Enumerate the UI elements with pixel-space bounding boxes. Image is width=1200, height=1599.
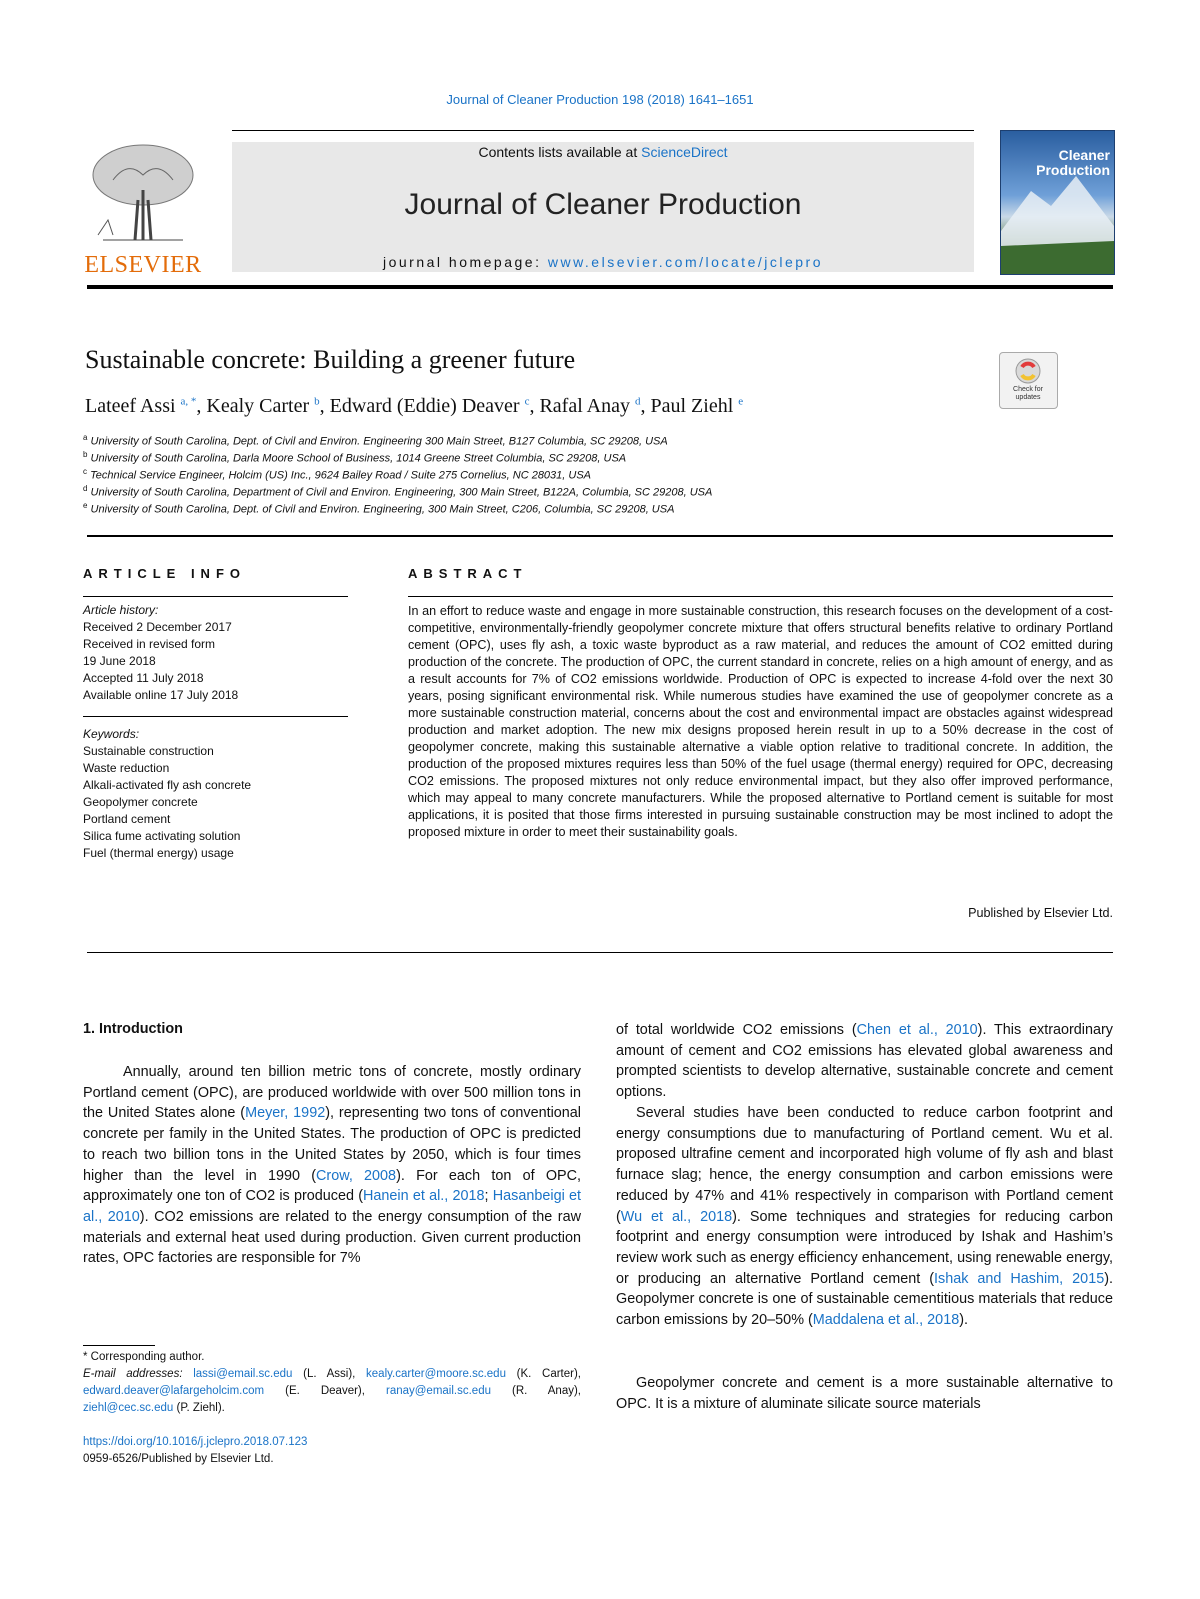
homepage-prefix: journal homepage: bbox=[382, 254, 548, 270]
doi-url[interactable]: https://doi.org/10.1016/j.jclepro.2018.07.123 bbox=[83, 1436, 308, 1448]
email-owner: (P. Ziehl). bbox=[173, 1402, 225, 1414]
text-run: ). For each ton of OPC, approximately one ton of CO2 is produced ( bbox=[83, 1167, 582, 1205]
affiliation-mark: a bbox=[83, 433, 88, 442]
affiliation bbox=[83, 433, 668, 448]
info-rule bbox=[83, 716, 348, 717]
check-updates-label: Check for updates bbox=[1013, 386, 1043, 401]
affiliation bbox=[83, 467, 591, 482]
text-run: ). bbox=[959, 1312, 968, 1329]
affiliation-text: University of South Carolina, Darla Moore School of Business, 1014 Greene Street Columbia, SC 29208, USA bbox=[90, 452, 627, 465]
journal-citation[interactable]: Journal of Cleaner Production 198 (2018) 1641–1651 bbox=[446, 92, 754, 107]
author-name: Rafal Anay bbox=[539, 395, 630, 417]
affiliation-text: University of South Carolina, Department of Civil and Environ. Engineering, 300 Main Street, B122A, Columbia, SC 29208, USA bbox=[90, 486, 713, 499]
keywords-label: Keywords: bbox=[83, 727, 140, 741]
affiliation-mark: b bbox=[83, 450, 88, 459]
affiliation-mark: d bbox=[83, 484, 88, 493]
corresponding-author-note: * Corresponding author. bbox=[83, 1351, 205, 1363]
citation-link[interactable]: Meyer, 1992 bbox=[245, 1105, 326, 1122]
history-item: 19 June 2018 bbox=[83, 654, 156, 668]
abstract-heading: ABSTRACT bbox=[408, 566, 528, 581]
issn-line: 0959-6526/Published by Elsevier Ltd. bbox=[83, 1453, 274, 1465]
keyword: Fuel (thermal energy) usage bbox=[83, 846, 234, 860]
text-run: ). This extraordinary amount of cement and CO2 emissions has elevated global awareness and prompted scientists to develop alternative, sustainable concrete and cement options. bbox=[616, 1022, 1113, 1101]
email-link[interactable]: lassi@email.sc.edu bbox=[193, 1368, 293, 1380]
affiliation-text: University of South Carolina, Dept. of Civil and Environ. Engineering 300 Main Street, B127 Columbia, SC 29208, USA bbox=[90, 435, 668, 448]
email-owner: (L. Assi), bbox=[292, 1368, 367, 1380]
email-owner: (K. Carter), bbox=[505, 1368, 581, 1380]
author-affiliation-mark[interactable]: e bbox=[738, 395, 744, 408]
article-info-heading: ARTICLE INFO bbox=[83, 566, 246, 581]
email-addresses bbox=[83, 1366, 581, 1417]
keyword: Sustainable construction bbox=[83, 744, 214, 758]
elsevier-wordmark: ELSEVIER bbox=[84, 252, 202, 278]
text-run: ). CO2 emissions are related to the energy consumption of the raw materials and external heat used during production. Given current production rates, OPC factories are responsible for 7% bbox=[83, 1208, 581, 1267]
affiliation bbox=[83, 450, 626, 465]
keyword: Silica fume activating solution bbox=[83, 829, 241, 843]
citation-link[interactable]: Hanein et al., 2018 bbox=[363, 1188, 485, 1205]
keyword: Waste reduction bbox=[83, 761, 170, 775]
affiliation bbox=[83, 484, 712, 499]
text-run: Geopolymer concrete and cement is a more sustainable alternative to OPC. It is a mixture of aluminate silicate source materials bbox=[616, 1375, 1113, 1412]
sciencedirect-link[interactable]: ScienceDirect bbox=[641, 144, 728, 160]
email-link[interactable]: edward.deaver@lafargeholcim.com bbox=[83, 1385, 265, 1397]
doi-link[interactable] bbox=[83, 1436, 307, 1448]
text-run: ). Geopolymer concrete is one of sustainable cementitious materials that reduce carbon emissions by 20–50% ( bbox=[616, 1270, 1113, 1329]
keyword: Alkali-activated fly ash concrete bbox=[83, 778, 252, 792]
section-rule bbox=[87, 535, 1113, 537]
citation-link[interactable]: Hasanbeigi et al., 2010 bbox=[83, 1188, 582, 1225]
citation-link[interactable]: Wu et al., 2018 bbox=[620, 1208, 733, 1225]
history-item: Accepted 11 July 2018 bbox=[83, 671, 204, 685]
footnote-rule bbox=[83, 1345, 155, 1346]
author-name: Edward (Eddie) Deaver bbox=[329, 395, 520, 417]
homepage-line bbox=[232, 254, 974, 270]
history-item: Received in revised form bbox=[83, 637, 216, 651]
abstract-rule bbox=[408, 596, 1113, 597]
keyword: Portland cement bbox=[83, 812, 171, 826]
contents-prefix: Contents lists available at bbox=[478, 144, 642, 160]
affiliation bbox=[83, 501, 674, 516]
body-paragraph bbox=[616, 1103, 1113, 1331]
email-label: E-mail addresses: bbox=[83, 1368, 194, 1380]
email-owner: (R. Anay), bbox=[490, 1385, 581, 1397]
author-affiliation-mark[interactable]: a, * bbox=[180, 395, 197, 408]
body-paragraph bbox=[616, 1373, 1113, 1414]
cover-title: Cleaner Production bbox=[1036, 147, 1110, 178]
body-paragraph bbox=[616, 1020, 1113, 1103]
author-name: Lateef Assi bbox=[85, 395, 176, 417]
email-owner: (E. Deaver), bbox=[264, 1385, 386, 1397]
history-item: Available online 17 July 2018 bbox=[83, 688, 239, 702]
affiliation-text: Technical Service Engineer, Holcim (US) Inc., 9624 Bailey Road / Suite 275 Cornelius, NC 28031, USA bbox=[90, 469, 592, 482]
author-name: Paul Ziehl bbox=[650, 395, 734, 417]
affiliation-mark: c bbox=[83, 467, 87, 476]
check-updates-icon bbox=[1000, 353, 1057, 387]
text-run: ). Some techniques and strategies for reducing carbon footprint and energy consumption were introduced by Ishak and Hashim’s review work such as energy efficiency enhancement, using renewable energy, or producing an alternative Portland cement ( bbox=[616, 1208, 1113, 1287]
author-list: Lateef Assi $^{a, *}$, Kealy Carter $^b$, Edward (Eddie) Deaver $^c$, Rafal Anay $^d$, Paul Ziehl $^e$ bbox=[85, 395, 744, 417]
email-link[interactable]: ziehl@cec.sc.edu bbox=[83, 1402, 174, 1414]
text-run: Several studies have been conducted to reduce carbon footprint and energy consumptions due to manufacturing of Portland cement. Wu et al. proposed ultrafine cement and incorporated high volume of fly ash and blast furnace slag; hence, the energy consumption and carbon emissions were reduced by 47% and 41% respectively in comparison with Portland cement ( bbox=[616, 1105, 1113, 1225]
author-affiliation-mark[interactable]: d bbox=[634, 395, 641, 408]
citation-link[interactable]: Crow, 2008 bbox=[316, 1167, 397, 1184]
text-run: ), representing two tons of conventional concrete per family in the United States. The production of OPC is predicted to reach two billion tons in the United States by 2050, which is four times higher than the level in 1990 ( bbox=[83, 1105, 581, 1184]
author-name: Kealy Carter bbox=[206, 395, 310, 417]
journal-title: Journal of Cleaner Production bbox=[404, 188, 802, 221]
text-run: ; bbox=[484, 1188, 493, 1205]
article-history bbox=[83, 602, 238, 704]
citation-link[interactable]: Ishak and Hashim, 2015 bbox=[934, 1270, 1105, 1287]
abstract-publisher-note: Published by Elsevier Ltd. bbox=[968, 906, 1113, 920]
keyword: Geopolymer concrete bbox=[83, 795, 198, 809]
citation-link[interactable]: Maddalena et al., 2018 bbox=[812, 1312, 960, 1329]
paper-title: Sustainable concrete: Building a greener future bbox=[85, 345, 576, 374]
email-link[interactable]: ranay@email.sc.edu bbox=[385, 1385, 491, 1397]
history-item: Received 2 December 2017 bbox=[83, 620, 232, 634]
keywords-list bbox=[83, 726, 251, 862]
author-affiliation-mark[interactable]: b bbox=[314, 395, 320, 408]
contents-line bbox=[232, 144, 974, 160]
author-affiliation-mark[interactable]: c bbox=[524, 395, 530, 408]
section-rule bbox=[87, 952, 1113, 953]
email-link[interactable]: kealy.carter@moore.sc.edu bbox=[366, 1368, 506, 1380]
body-paragraph bbox=[83, 1062, 581, 1269]
citation-link[interactable]: Chen et al., 2010 bbox=[856, 1022, 978, 1038]
affiliation-text: University of South Carolina, Dept. of Civil and Environ. Engineering, 300 Main Street, C206, Columbia, SC 29208, USA bbox=[90, 503, 675, 516]
abstract-text: In an effort to reduce waste and engage in more sustainable construction, this research focuses on the development of a cost-competitive, environmentally-friendly geopolymer concrete mixture that offers structural benefits relative to ordinary Portland cement (OPC), uses fly ash, a toxic waste byproduct as a raw material, and reduces the amount of CO2 emitted during production of the concrete. The production of OPC, the current standard in concrete, relies on a high amount of energy, and as a result accounts for 7% of CO2 emissions worldwide. Production of OPC is expected to increase 4-fold over the next 30 years, posing significant environmental risk. While numerous studies have examined the use of geopolymer concrete as a more sustainable construction material, concerns about the cost and environmental impact are obstacles against widespread production and market adoption. The new mix designs proposed herein result in up to a 50% decrease in the cost of geopolymer concrete, making this sustainable alternative a viable option relative to traditional concrete. In addition, the production of the proposed mixtures requires less than 50% of the fuel usage (thermal energy) required for OPC, decreasing CO2 emissions. The proposed mixtures not only reduce environmental impact, but they also offer improved performance, which may appeal to many concrete manufacturers. While the proposed alternative to Portland cement is suitable for most applications, it is posited that those firms interested in pursuing sustainable construction may be most inclined to adopt the proposed mixture in order to meet their sustainability goals. bbox=[408, 604, 1113, 839]
info-rule bbox=[83, 596, 348, 597]
text-run: of total worldwide CO2 emissions ( bbox=[616, 1022, 857, 1038]
homepage-link[interactable]: www.elsevier.com/locate/jclepro bbox=[547, 254, 823, 270]
text-run: Annually, around ten billion metric tons of concrete, mostly ordinary Portland cement (OPC), are produced worldwide with over 500 million tons in the United States alone ( bbox=[83, 1064, 581, 1122]
section-heading-introduction: 1. Introduction bbox=[83, 1021, 183, 1037]
history-label: Article history: bbox=[83, 603, 159, 617]
corresponding-author-footnote bbox=[83, 1349, 581, 1417]
header-thick-rule bbox=[87, 285, 1113, 289]
header-rule bbox=[232, 130, 974, 131]
affiliation-mark: e bbox=[83, 501, 88, 510]
